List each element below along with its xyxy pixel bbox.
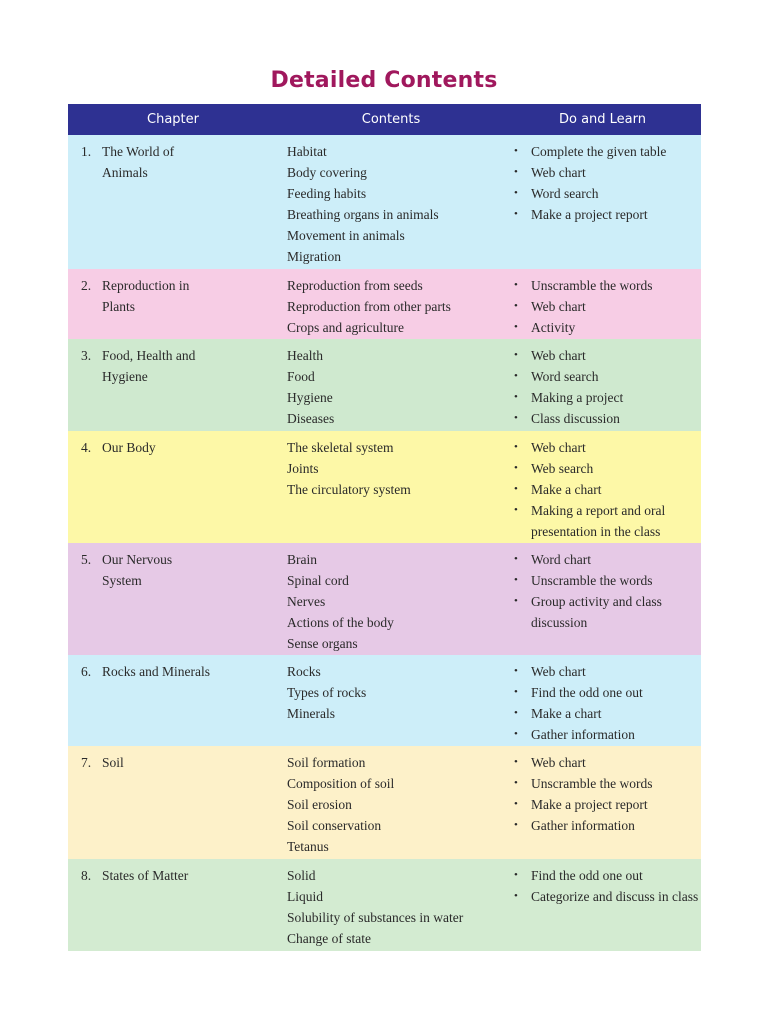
activity-text: Make a project report [531, 797, 648, 812]
activity-item [514, 275, 701, 296]
bullet-icon: • [514, 777, 518, 789]
bullet-icon: • [514, 321, 518, 333]
activity-text: Unscramble the words [531, 776, 653, 791]
activity-text: Web search [531, 461, 594, 476]
content-item: Reproduction from seeds [287, 278, 423, 293]
activity-text: Making a report and oral presentation in the class [531, 503, 666, 539]
content-item: Hygiene [287, 390, 333, 405]
chapter-title: Rocks and Minerals [102, 664, 210, 679]
content-item: Migration [287, 249, 341, 264]
content-item: Nerves [287, 594, 326, 609]
bullet-icon: • [514, 504, 518, 516]
bullet-icon: • [514, 441, 518, 453]
content-item: Food [287, 369, 315, 384]
bullet-icon: • [514, 370, 518, 382]
activity-item [514, 437, 701, 458]
activity-text: Word search [531, 186, 599, 201]
chapter-number: 1. [81, 144, 92, 159]
contents-cell [287, 437, 514, 543]
chapter-title: Our Body [102, 440, 156, 455]
activity-text: Word chart [531, 552, 592, 567]
chapter-title: Soil [102, 755, 124, 770]
activity-text: Word search [531, 369, 599, 384]
activity-item [514, 141, 701, 162]
activity-text: Make a project report [531, 207, 648, 222]
chapter-cell [68, 437, 287, 543]
chapter-cell [68, 752, 287, 859]
activity-item [514, 661, 701, 682]
activities-cell [514, 549, 701, 655]
activity-text: Making a project [531, 390, 624, 405]
activities-cell [514, 141, 701, 269]
table-row [68, 339, 701, 431]
content-item: Soil formation [287, 755, 366, 770]
content-item: Crops and agriculture [287, 320, 404, 335]
contents-cell [287, 865, 514, 951]
content-item: Diseases [287, 411, 335, 426]
activity-text: Categorize and discuss in class [531, 889, 699, 904]
bullet-icon: • [514, 462, 518, 474]
activity-item [514, 366, 701, 387]
activities-cell [514, 437, 701, 543]
chapter-cell [68, 549, 287, 655]
activity-text: Find the odd one out [531, 868, 643, 883]
activity-item [514, 183, 701, 204]
bullet-icon: • [514, 483, 518, 495]
header-chapter: Chapter [147, 112, 199, 127]
bullet-icon: • [514, 595, 518, 607]
activity-text: Class discussion [531, 411, 620, 426]
chapter-title: States of Matter [102, 868, 189, 883]
bullet-icon: • [514, 869, 518, 881]
contents-cell [287, 549, 514, 655]
bullet-icon: • [514, 145, 518, 157]
chapter-number: 5. [81, 552, 92, 567]
activity-text: Unscramble the words [531, 278, 653, 293]
table-row [68, 655, 701, 746]
activity-text: Activity [531, 320, 576, 335]
bullet-icon: • [514, 707, 518, 719]
chapter-cell [68, 275, 287, 339]
contents-cell [287, 275, 514, 339]
table-row [68, 859, 701, 951]
activity-item [514, 408, 701, 429]
activity-text: Web chart [531, 440, 586, 455]
table-header [68, 104, 701, 135]
activity-text: Web chart [531, 165, 586, 180]
bullet-icon: • [514, 665, 518, 677]
table-row [68, 269, 701, 339]
content-item: Body covering [287, 165, 367, 180]
chapter-title: Food, Health and Hygiene [102, 348, 196, 384]
contents-cell [287, 345, 514, 431]
bullet-icon: • [514, 279, 518, 291]
bullet-icon: • [514, 756, 518, 768]
content-item: Health [287, 348, 323, 363]
activity-text: Gather information [531, 727, 635, 742]
header-do-and-learn: Do and Learn [558, 112, 647, 127]
content-item: Types of rocks [287, 685, 367, 700]
contents-cell [287, 661, 514, 746]
content-item: Soil erosion [287, 797, 352, 812]
activity-item [514, 570, 701, 591]
content-item: Composition of soil [287, 776, 395, 791]
activity-text: Unscramble the words [531, 573, 653, 588]
content-item: Change of state [287, 931, 371, 946]
bullet-icon: • [514, 686, 518, 698]
activity-item [514, 703, 701, 724]
chapter-number: 7. [81, 755, 92, 770]
content-item: Rocks [287, 664, 321, 679]
chapter-title: The World of Animals [102, 144, 175, 180]
content-item: Spinal cord [287, 573, 349, 588]
bullet-icon: • [514, 819, 518, 831]
bullet-icon: • [514, 166, 518, 178]
bullet-icon: • [514, 553, 518, 565]
bullet-icon: • [514, 349, 518, 361]
activity-item [514, 479, 701, 500]
chapter-cell [68, 865, 287, 951]
activity-text: Make a chart [531, 482, 602, 497]
table-body [68, 135, 701, 951]
content-item: Soil conservation [287, 818, 382, 833]
content-item: Breathing organs in animals [287, 207, 439, 222]
content-item: The circulatory system [287, 482, 411, 497]
activity-item [514, 815, 701, 836]
page-title: Detailed Contents [270, 68, 498, 93]
activity-item [514, 591, 701, 633]
activity-text: Web chart [531, 299, 586, 314]
activity-item [514, 724, 701, 745]
activity-item [514, 865, 701, 886]
chapter-number: 3. [81, 348, 92, 363]
chapter-number: 8. [81, 868, 92, 883]
content-item: Liquid [287, 889, 323, 904]
activity-item [514, 794, 701, 815]
chapter-cell [68, 661, 287, 746]
bullet-icon: • [514, 208, 518, 220]
activity-text: Find the odd one out [531, 685, 643, 700]
activity-text: Web chart [531, 348, 586, 363]
bullet-icon: • [514, 890, 518, 902]
bullet-icon: • [514, 728, 518, 740]
chapter-title: Our Nervous System [102, 552, 173, 588]
content-item: Joints [287, 461, 319, 476]
activity-item [514, 162, 701, 183]
contents-cell [287, 141, 514, 269]
content-item: Movement in animals [287, 228, 405, 243]
content-item: Actions of the body [287, 615, 394, 630]
activity-item [514, 752, 701, 773]
activity-item [514, 458, 701, 479]
content-item: Tetanus [287, 839, 329, 854]
activity-item [514, 387, 701, 408]
bullet-icon: • [514, 300, 518, 312]
content-item: Solubility of substances in water [287, 910, 464, 925]
content-item: Sense organs [287, 636, 358, 651]
chapter-cell [68, 141, 287, 269]
activity-item [514, 345, 701, 366]
content-item: Reproduction from other parts [287, 299, 451, 314]
content-item: Minerals [287, 706, 335, 721]
activity-text: Web chart [531, 755, 586, 770]
content-item: Feeding habits [287, 186, 367, 201]
activities-cell [514, 661, 701, 746]
table-row [68, 746, 701, 859]
activities-cell [514, 752, 701, 859]
contents-table [68, 104, 701, 951]
content-item: Brain [287, 552, 317, 567]
chapter-number: 4. [81, 440, 92, 455]
table-row [68, 431, 701, 543]
bullet-icon: • [514, 798, 518, 810]
table-row [68, 543, 701, 655]
bullet-icon: • [514, 187, 518, 199]
activity-text: Gather information [531, 818, 635, 833]
activity-text: Complete the given table [531, 144, 667, 159]
activities-cell [514, 275, 701, 339]
chapter-number: 2. [81, 278, 92, 293]
table-row [68, 135, 701, 269]
contents-cell [287, 752, 514, 859]
content-item: Solid [287, 868, 316, 883]
activity-text: Group activity and class discussion [531, 594, 662, 630]
bullet-icon: • [514, 574, 518, 586]
content-item: Habitat [287, 144, 327, 159]
activity-item [514, 773, 701, 794]
activity-item [514, 500, 701, 542]
activity-text: Make a chart [531, 706, 602, 721]
chapter-cell [68, 345, 287, 431]
content-item: The skeletal system [287, 440, 394, 455]
activity-item [514, 886, 701, 907]
header-contents: Contents [361, 112, 421, 127]
activity-item [514, 296, 701, 317]
activity-item [514, 682, 701, 703]
chapter-title: Reproduction in Plants [102, 278, 190, 314]
activity-text: Web chart [531, 664, 586, 679]
chapter-number: 6. [81, 664, 92, 679]
activities-cell [514, 345, 701, 431]
bullet-icon: • [514, 391, 518, 403]
activity-item [514, 549, 701, 570]
activity-item [514, 317, 701, 338]
activity-item [514, 204, 701, 225]
activities-cell [514, 865, 701, 951]
bullet-icon: • [514, 412, 518, 424]
